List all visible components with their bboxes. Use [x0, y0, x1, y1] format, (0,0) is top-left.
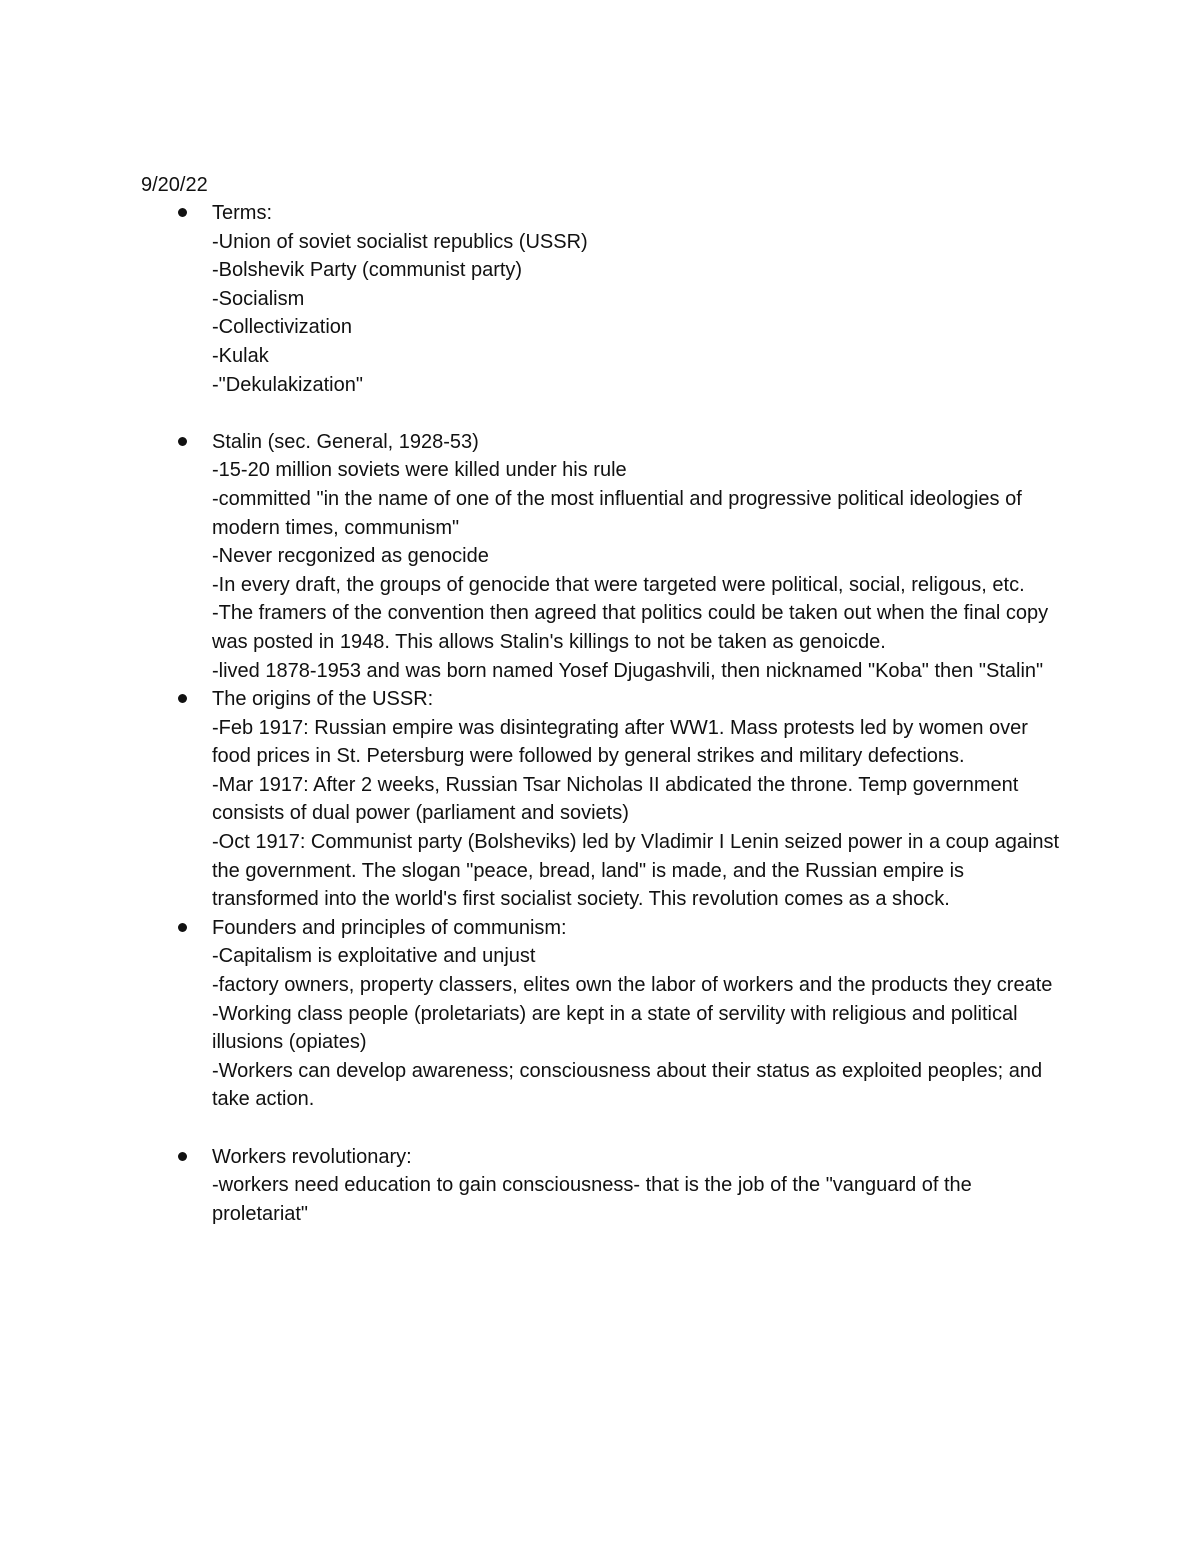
note-line: -Socialism	[212, 287, 305, 310]
note-line: -Kulak	[212, 344, 269, 367]
note-stalin	[0, 428, 1062, 685]
note-origins-ussr	[0, 685, 1062, 914]
note-date: 9/20/22	[141, 174, 208, 196]
note-line: -Feb 1917: Russian empire was disintegrating after WW1. Mass protests led by women over food prices in St. Petersburg were followed by general strikes and military defections.	[212, 716, 1028, 768]
note-line: -"Dekulakization"	[212, 373, 363, 396]
note-heading: Terms:	[212, 202, 272, 224]
note-line: -15-20 million soviets were killed under his rule	[212, 459, 627, 482]
bullet-icon	[178, 1152, 187, 1161]
note-heading: The origins of the USSR:	[212, 688, 434, 711]
note-line: -Oct 1917: Communist party (Bolsheviks) led by Vladimir I Lenin seized power in a coup against the government. The slogan "peace, bread, land" is made, and the Russian empire is transformed into the world's first socialist society. This revolution comes as a shock.	[212, 831, 1060, 911]
note-line: -committed "in the name of one of the most influential and progressive political ideologies of modern times, communism"	[212, 487, 1022, 539]
note-line: -Mar 1917: After 2 weeks, Russian Tsar Nicholas II abdicated the throne. Temp government consists of dual power (parliament and soviets)	[212, 773, 1019, 825]
note-heading: Stalin (sec. General, 1928-53)	[212, 430, 479, 453]
bullet-icon	[178, 923, 187, 932]
note-line: -factory owners, property classers, elites own the labor of workers and the products they create	[212, 974, 1053, 997]
note-line: -Capitalism is exploitative and unjust	[212, 945, 536, 968]
bullet-icon	[178, 208, 187, 217]
note-line: -Collectivization	[212, 316, 353, 339]
note-line: -Workers can develop awareness; consciousness about their status as exploited peoples; and take action.	[212, 1059, 1043, 1111]
note-line: -Union of soviet socialist republics (USSR)	[212, 230, 588, 253]
note-heading: Workers revolutionary:	[212, 1145, 412, 1168]
note-line: -lived 1878-1953 and was born named Yosef Djugashvili, then nicknamed "Koba" then "Stalin"	[212, 659, 1044, 682]
note-heading: Founders and principles of communism:	[212, 916, 567, 939]
bullet-icon	[178, 694, 187, 703]
note-line: -In every draft, the groups of genocide that were targeted were political, social, religous, etc.	[212, 573, 1025, 596]
note-founders-principles	[0, 914, 1062, 1114]
note-line: -Working class people (proletariats) are kept in a state of servility with religious and political illusions (opiates)	[212, 1002, 1018, 1054]
note-line: -The framers of the convention then agreed that politics could be taken out when the final copy was posted in 1948. This allows Stalin's killings to not be taken as genoicde.	[212, 602, 1049, 653]
note-workers-revolutionary	[0, 1143, 1062, 1229]
note-line: -Bolshevik Party (communist party)	[212, 259, 523, 282]
note-line: -Never recgonized as genocide	[212, 545, 489, 568]
note-line: -workers need education to gain consciousness- that is the job of the "vanguard of the proletariat"	[212, 1174, 972, 1225]
note-terms	[0, 199, 1062, 399]
bullet-icon	[178, 437, 187, 446]
notes-list	[0, 199, 1200, 1228]
